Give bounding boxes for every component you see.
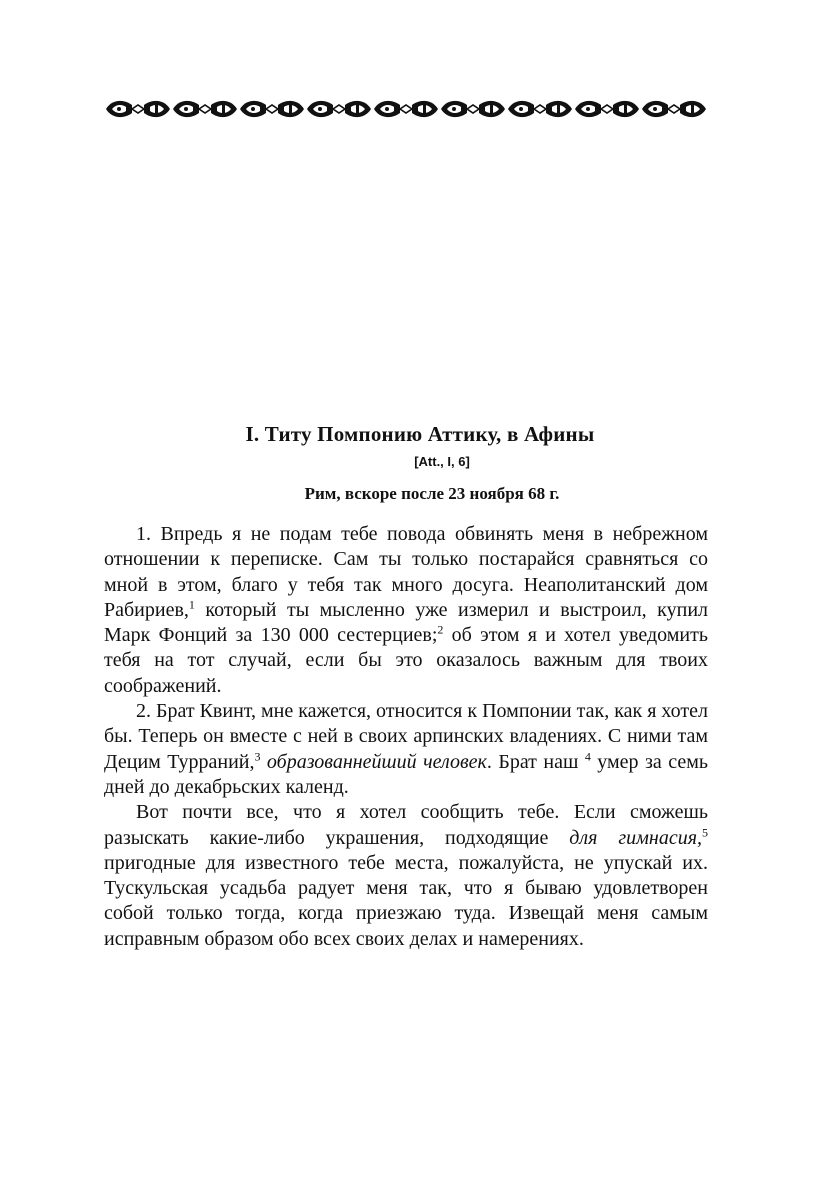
- paragraph-1: 1. Впредь я не подам тебе повода обвинять меня в небрежном отношении к переписке. Сам ты только постарайся сравняться со мной в этом, благо у тебя так много досуга. Неаполитанский дом Рабириев,$^1$ который ты мысленно уже измерил и выстроил, купил Марк Фонций за 130 000 сестерциев;$^2$ об этом я и хотел уведомить тебя на тот случай, если бы это оказалось важным для твоих соображений.: [104, 523, 708, 697]
- place-and-date: Рим, вскоре после 23 ноября 68 г.: [304, 484, 560, 503]
- footnote-ref-3: 3: [254, 749, 261, 764]
- letter-body: [104, 522, 708, 952]
- paragraph-3: Вот почти все, что я хотел сообщить тебе. Если сможешь разыскать какие-либо украшения, подходящие для гимнасия,$^5$ пригодные для известного тебе места, пожалуйста, не упускай их. Тускульская усадьба радует меня так, что я бываю удовлетворен собой только тогда, когда приезжаю туда. Извещай меня самым исправным образом обо всех своих делах и намерениях.: [104, 801, 708, 950]
- paragraph-2: 2. Брат Квинт, мне кажется, относится к Помпонии так, как я хотел бы. Теперь он вместе с ней в своих арпинских владениях. С ними там Децим Турраний,$^3$ образованнейший человек. Брат наш $^4$ умер за семь дней до декабрьских календ.: [104, 700, 708, 798]
- footnote-ref-1: 1: [188, 597, 195, 612]
- decorative-ornament-band: [104, 94, 708, 124]
- footnote-ref-4: 4: [584, 749, 591, 764]
- source-reference: [Att., I, 6]: [414, 454, 470, 469]
- letter-title: I. Титу Помпонию Аттику, в Афины: [245, 422, 595, 446]
- footnote-ref-5: 5: [702, 824, 708, 839]
- footnote-ref-2: 2: [437, 622, 444, 637]
